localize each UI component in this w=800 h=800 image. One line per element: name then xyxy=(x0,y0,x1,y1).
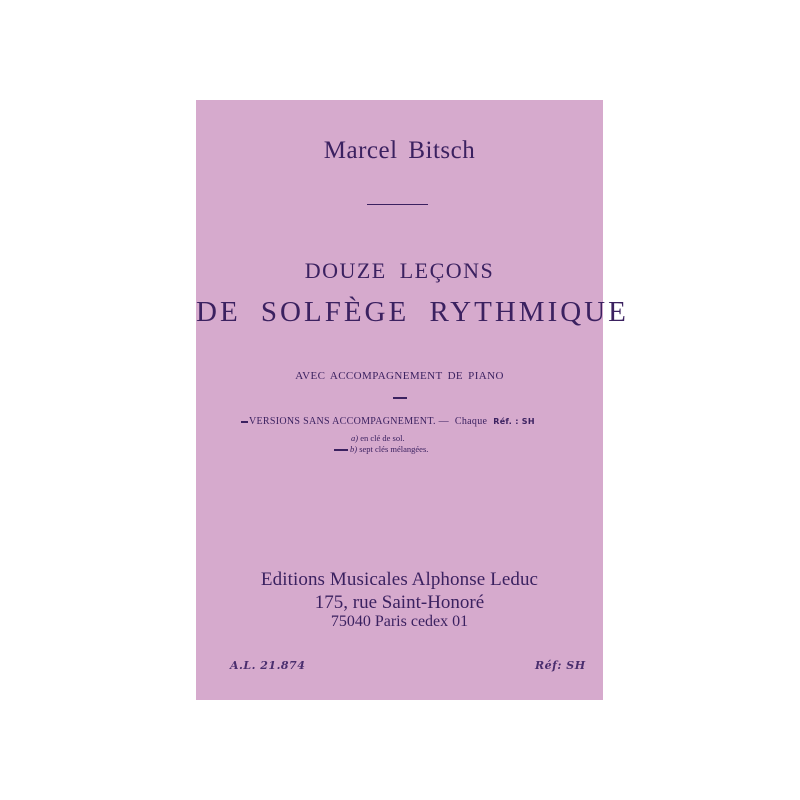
versions-line xyxy=(241,416,535,427)
versions-chaque: Chaque xyxy=(454,416,488,427)
option-text: en clé de sol. xyxy=(360,433,405,443)
versions-ref: Réf. : SH xyxy=(493,417,535,426)
reference-code: Réf: SH xyxy=(535,659,586,672)
author-divider xyxy=(367,204,428,205)
subtitle-divider xyxy=(393,397,407,399)
book-cover xyxy=(196,100,629,700)
author-name: Marcel Bitsch xyxy=(323,137,476,164)
subtitle: AVEC ACCOMPAGNEMENT DE PIANO xyxy=(295,370,504,382)
dash-marker xyxy=(334,449,348,451)
publisher-street: 175, rue Saint-Honoré xyxy=(314,592,485,613)
title-line-1: DOUZE LEÇONS xyxy=(304,258,495,283)
option-letter: a) xyxy=(351,433,359,443)
version-option-b xyxy=(334,444,428,454)
versions-label: VERSIONS SANS ACCOMPAGNEMENT. — xyxy=(249,416,449,427)
option-letter: b) xyxy=(350,444,358,454)
dash-marker xyxy=(241,421,248,423)
catalog-number: A.L. 21.874 xyxy=(230,659,306,672)
publisher-name: Editions Musicales Alphonse Leduc xyxy=(260,569,539,590)
option-text: sept clés mélangées. xyxy=(359,444,429,454)
title-line-2: DE SOLFÈGE RYTHMIQUE xyxy=(196,296,629,328)
publisher-city: 75040 Paris cedex 01 xyxy=(330,613,469,630)
version-option-a xyxy=(351,433,405,443)
